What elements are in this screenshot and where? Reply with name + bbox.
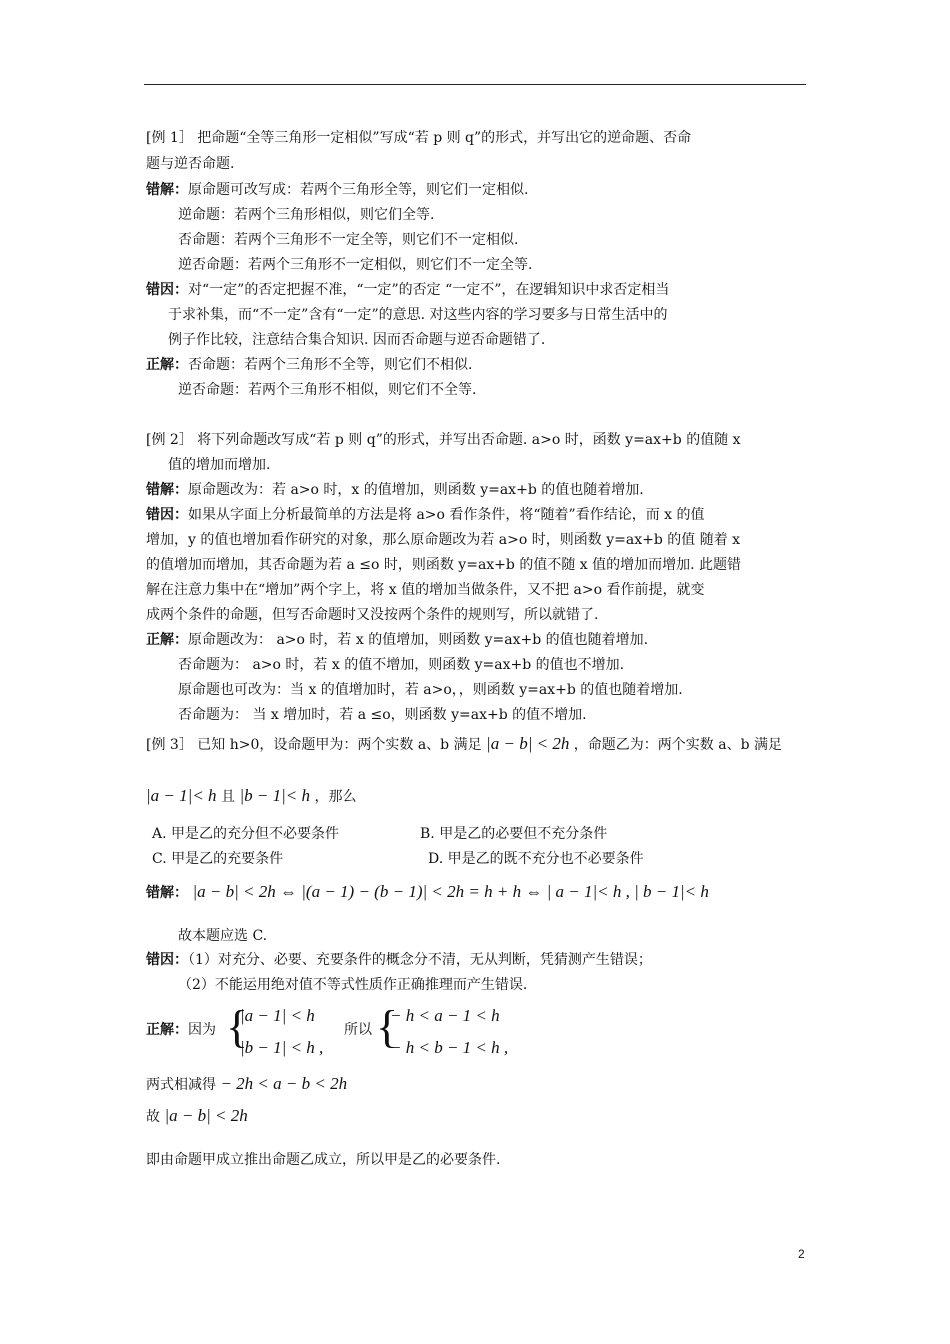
ex1-correct-solution [146, 355, 472, 375]
ex3-so: 所以 [344, 1022, 372, 1038]
conclusion-line [146, 1106, 248, 1127]
ex1-error-cause-text: 对“一定”的否定把握不准，“一定”的否定 “一定不”，在逻辑知识中求否定相当 [188, 282, 670, 298]
conclusion-formula: |a − b| < 2h [164, 1106, 248, 1125]
system1-line2: |b − 1| < h , [240, 1038, 324, 1057]
ex3-error-cause-text: （1）对充分、必要、充要条件的概念分不清，无从判断，凭猜测产生错误； [188, 952, 652, 968]
ex2-correct-solution-text: 原命题改为： a>o 时，若 x 的值增加，则函数 y=ax+b 的值也随着增加. [188, 632, 649, 648]
system2-line1: − h < a − 1 < h [390, 1006, 500, 1025]
ex1-wrong-solution-text: 原命题可改写成：若两个三角形全等，则它们一定相似. [188, 182, 529, 198]
option-b: B. 甲是乙的必要但不充分条件 [420, 826, 608, 842]
ex3-question-text-b: ，命题乙为：两个实数 a、b 满足 [573, 737, 783, 753]
ex2-wrong-solution-text: 原命题改为：若 a>o 时，x 的值增加，则函数 y=ax+b 的值也随着增加. [188, 482, 644, 498]
ex1-question-line1: [例 1］ 把命题“全等三角形一定相似”写成“若 p 则 q”的形式，并写出它的逆命题、否命 [146, 130, 692, 146]
ex2-error-cause [146, 505, 705, 525]
ex2-error-cause-line2: 增加，y 的值也增加看作研究的对象，那么原命题改为若 a>o 时，则函数 y=ax+b 的值 随着 x [146, 532, 741, 548]
ex1-contrapositive: 逆否命题：若两个三角形不一定相似，则它们不一定全等. [178, 257, 533, 273]
ex2-error-cause-line5: 成两个条件的命题，但写否命题时又没按两个条件的规则写，所以就错了. [146, 607, 599, 623]
correct-solution-label: 正解： [146, 1022, 188, 1038]
header-rule [144, 84, 806, 85]
ex1-negation: 否命题：若两个三角形不一定全等，则它们不一定相似. [178, 232, 519, 248]
ex3-error-cause [146, 950, 652, 970]
correct-solution-label: 正解： [146, 357, 188, 373]
proposition-b-formula-2: |b − 1|< h [239, 786, 310, 805]
ex1-question-line2: 题与逆否命题. [146, 156, 235, 172]
subtract-text: 两式相减得 [146, 1077, 216, 1093]
option-d: D. 甲是乙的既不充分也不必要条件 [428, 851, 644, 867]
ex2-question-line2: 值的增加而增加. [168, 457, 271, 473]
ex1-correct-contrapositive: 逆否命题：若两个三角形不相似，则它们不全等. [178, 382, 477, 398]
ex3-choose-c: 故本题应选 C. [178, 928, 268, 944]
wrong-solution-label: 错解： [146, 482, 188, 498]
ex2-error-cause-text: 如果从字面上分析最简单的方法是将 a>o 看作条件，将“随着”看作结论，而 x 的值 [188, 507, 705, 523]
correct-solution-label: 正解： [146, 632, 188, 648]
ex3-wrong-derivation: |a − b| < 2h ⇔ |(a − 1) − (b − 1)| < 2h = h + h ⇔ | a − 1|< h , | b − 1|< h [192, 882, 709, 901]
ex1-error-cause-line2: 于求补集，而“不一定”含有“一定”的意思. 对这些内容的学习要多与日常生活中的 [168, 307, 668, 323]
wrong-solution-label: 错解： [146, 182, 188, 198]
final-conclusion: 即由命题甲成立推出命题乙成立，所以甲是乙的必要条件. [146, 1152, 501, 1168]
gu-text: 故 [146, 1109, 160, 1125]
ex3-error-cause-line2: （2）不能运用绝对值不等式性质作正确推理而产生错误. [178, 977, 528, 993]
ex2-wrong-solution [146, 480, 644, 500]
ex3-wrong-solution [146, 882, 709, 903]
option-a: A. 甲是乙的充分但不必要条件 [152, 826, 340, 842]
error-cause-label: 错因： [146, 507, 188, 523]
ex2-error-cause-line4: 解在注意力集中在“增加”两个字上，将 x 值的增加当做条件，又不把 a>o 看作前提，就变 [146, 582, 705, 598]
wrong-solution-label: 错解： [146, 885, 188, 901]
ex3-question-line2 [146, 786, 356, 807]
ex2-question-line1: [例 2］ 将下列命题改写成“若 p 则 q”的形式，并写出否命题. a>o 时，函数 y=ax+b 的值随 x [146, 432, 741, 448]
system2-line2: − h < b − 1 < h , [390, 1038, 509, 1057]
ex2-negation-1: 否命题为： a>o 时，若 x 的值不增加，则函数 y=ax+b 的值也不增加. [178, 657, 625, 673]
ex3-question-line1 [146, 734, 782, 755]
ex1-correct-solution-text: 否命题：若两个三角形不全等，则它们不相似. [188, 357, 473, 373]
error-cause-label: 错因： [146, 282, 188, 298]
page-number: 2 [798, 1247, 805, 1261]
ex2-negation-2: 否命题为： 当 x 增加时，若 a ≤o，则函数 y=ax+b 的值不增加. [178, 707, 587, 723]
subtract-line [146, 1074, 347, 1095]
proposition-a-formula: |a − b| < 2h [486, 734, 570, 753]
ex3-and: 且 [221, 789, 235, 805]
ex2-error-cause-line3: 的值增加而增加，其否命题为若 a ≤o 时，则函数 y=ax+b 的值不随 x 值的增加而增加. 此题错 [146, 557, 742, 573]
ex2-alt-original: 原命题也可改为：当 x 的值增加时，若 a>o，，则函数 y=ax+b 的值也随着增加. [178, 682, 683, 698]
ex3-then: ，那么 [314, 789, 357, 805]
system1-line1: |a − 1| < h [240, 1006, 315, 1025]
ex3-because: 因为 [188, 1022, 216, 1038]
ex1-error-cause [146, 280, 669, 300]
system-brace-1: { [226, 1001, 249, 1052]
ex3-question-text-a: [例 3］ 已知 h>0，设命题甲为：两个实数 a、b 满足 [146, 737, 482, 753]
ex2-correct-solution [146, 630, 648, 650]
proposition-b-formula-1: |a − 1|< h [146, 786, 217, 805]
error-cause-label: 错因： [146, 952, 188, 968]
ex3-correct-solution [146, 1020, 216, 1040]
ex1-wrong-solution [146, 180, 528, 200]
option-c: C. 甲是乙的充要条件 [152, 851, 284, 867]
ex1-converse: 逆命题：若两个三角形相似，则它们全等. [178, 207, 435, 223]
subtract-formula: − 2h < a − b < 2h [220, 1074, 348, 1093]
system-brace-2: { [376, 1001, 399, 1052]
ex1-error-cause-line3: 例子作比较，注意结合集合知识. 因而否命题与逆否命题错了. [168, 332, 546, 348]
